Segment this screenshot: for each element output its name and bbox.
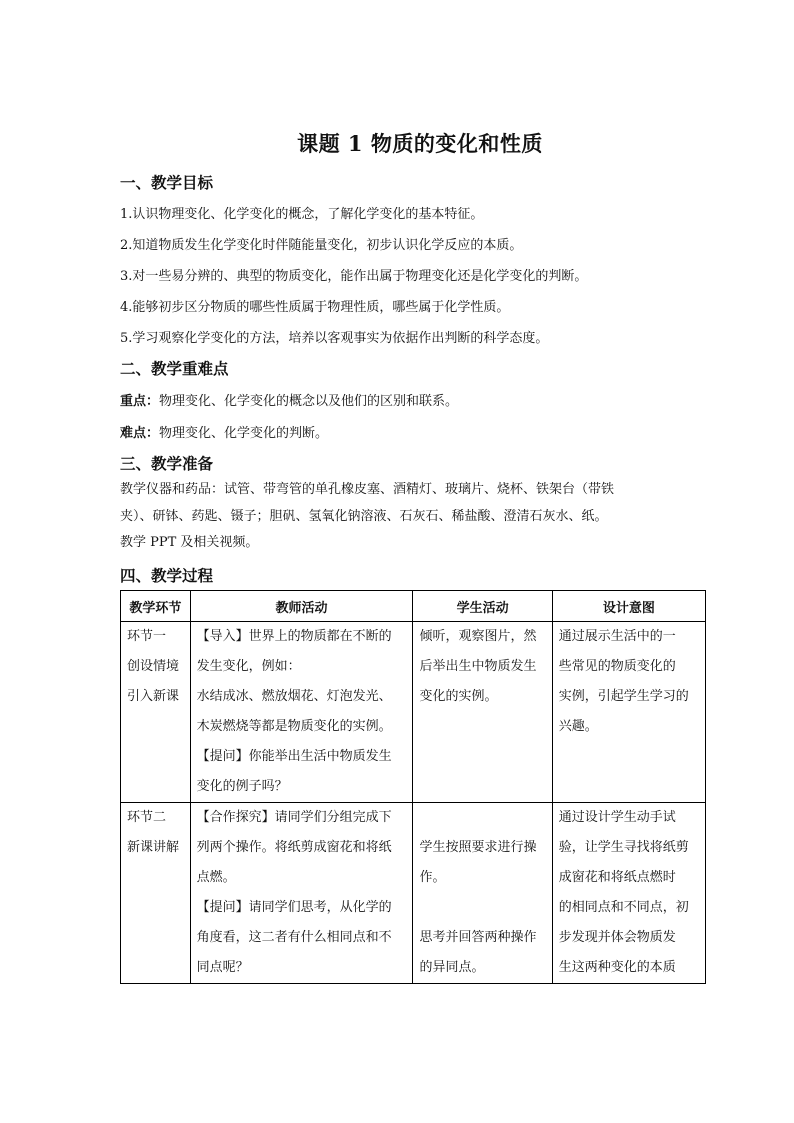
objective-item: 5.学习观察化学变化的方法，培养以客观事实为依据作出判断的科学态度。 — [120, 331, 549, 346]
student-activity-cell — [413, 622, 552, 803]
header-student-activity: 学生活动 — [413, 591, 552, 622]
header-design-intent: 设计意图 — [552, 591, 705, 622]
stage-cell — [121, 803, 191, 984]
section-heading-key-points: 二、教学重难点 — [120, 359, 229, 378]
cell-text: 引入新课 — [127, 689, 180, 704]
objective-item: 4.能够初步区分物质的哪些性质属于物理性质，哪些属于化学性质。 — [120, 300, 510, 315]
cell-text: 步发现并体会物质发 — [558, 930, 676, 945]
cell-text: 生这两种变化的本质 — [558, 960, 676, 975]
cell-text: 水结成冰、燃放烟花、灯泡发光、 — [196, 689, 392, 704]
table-header-row — [121, 591, 706, 622]
difficulty-label: 难点： — [120, 426, 160, 441]
section-heading-process: 四、教学过程 — [120, 566, 214, 585]
header-stage: 教学环节 — [121, 591, 191, 622]
cell-text: 列两个操作。将纸剪成窗花和将纸 — [196, 840, 392, 855]
cell-text: 的异同点。 — [419, 960, 485, 975]
cell-text: 实例，引起学生学习的 — [558, 689, 689, 704]
key-point-text: 物理变化、化学变化的概念以及他们的区别和联系。 — [159, 394, 459, 409]
table-row — [121, 803, 706, 984]
teacher-activity-cell — [190, 622, 413, 803]
cell-text: 点燃。 — [196, 870, 236, 885]
blank-line — [419, 893, 545, 923]
cell-text: 通过设计学生动手试 — [558, 810, 676, 825]
design-intent-cell — [552, 622, 705, 803]
cell-text: 同点呢？ — [196, 960, 249, 975]
teacher-activity-cell — [190, 803, 413, 984]
teaching-process-table — [120, 590, 706, 984]
page-title: 课题 1 物质的变化和性质 — [297, 131, 543, 156]
cell-text: 【提问】你能举出生活中物质发生 — [196, 749, 392, 764]
objective-item: 1.认识物理变化、化学变化的概念，了解化学变化的基本特征。 — [120, 207, 484, 222]
cell-text: 角度看，这二者有什么相同点和不 — [196, 930, 392, 945]
difficulty-line — [120, 422, 328, 441]
cell-text: 木炭燃烧等都是物质变化的实例。 — [196, 719, 392, 734]
cell-text: 【合作探究】请同学们分组完成下 — [196, 810, 392, 825]
cell-text: 倾听，观察图片，然 — [419, 629, 537, 644]
section-heading-preparation: 三、教学准备 — [120, 454, 214, 473]
student-activity-cell — [413, 803, 552, 984]
header-teacher-activity: 教师活动 — [190, 591, 413, 622]
preparation-line: 夹）、研钵、药匙、镊子；胆矾、氢氧化钠溶液、石灰石、稀盐酸、澄清石灰水、纸。 — [120, 509, 608, 524]
cell-text: 环节二 — [127, 810, 167, 825]
design-intent-cell — [552, 803, 705, 984]
cell-text: 发生变化，例如： — [196, 659, 301, 674]
key-point-label: 重点： — [120, 394, 160, 409]
cell-text: 创设情境 — [127, 659, 180, 674]
cell-text: 学生按照要求进行操 — [419, 840, 537, 855]
cell-text: 作。 — [419, 870, 446, 885]
cell-text: 【提问】请同学们思考，从化学的 — [196, 900, 392, 915]
cell-text: 变化的实例。 — [419, 689, 498, 704]
cell-text: 成窗花和将纸点燃时 — [558, 870, 676, 885]
cell-text: 环节一 — [127, 629, 167, 644]
cell-text: 【导入】世界上的物质都在不断的 — [196, 629, 392, 644]
blank-line — [419, 803, 545, 833]
cell-text: 验，让学生寻找将纸剪 — [558, 840, 689, 855]
cell-text: 后举出生中物质发生 — [419, 659, 537, 674]
difficulty-text: 物理变化、化学变化的判断。 — [159, 426, 329, 441]
section-heading-objectives: 一、教学目标 — [120, 173, 214, 192]
cell-text: 通过展示生活中的一 — [558, 629, 676, 644]
key-point-line — [120, 390, 458, 409]
objective-item: 3.对一些易分辨的、典型的物质变化，能作出属于物理变化还是化学变化的判断。 — [120, 269, 588, 284]
cell-text: 变化的例子吗？ — [196, 779, 288, 794]
cell-text: 兴趣。 — [558, 719, 598, 734]
cell-text: 些常见的物质变化的 — [558, 659, 676, 674]
preparation-line: 教学 PPT 及相关视频。 — [120, 535, 259, 550]
table-row — [121, 622, 706, 803]
stage-cell — [121, 622, 191, 803]
cell-text: 思考并回答两种操作 — [419, 930, 537, 945]
cell-text: 的相同点和不同点，初 — [558, 900, 689, 915]
preparation-line: 教学仪器和药品：试管、带弯管的单孔橡皮塞、酒精灯、玻璃片、烧杯、铁架台（带铁 — [120, 482, 615, 497]
objective-item: 2.知道物质发生化学变化时伴随能量变化，初步认识化学反应的本质。 — [120, 238, 523, 253]
cell-text: 新课讲解 — [127, 840, 180, 855]
